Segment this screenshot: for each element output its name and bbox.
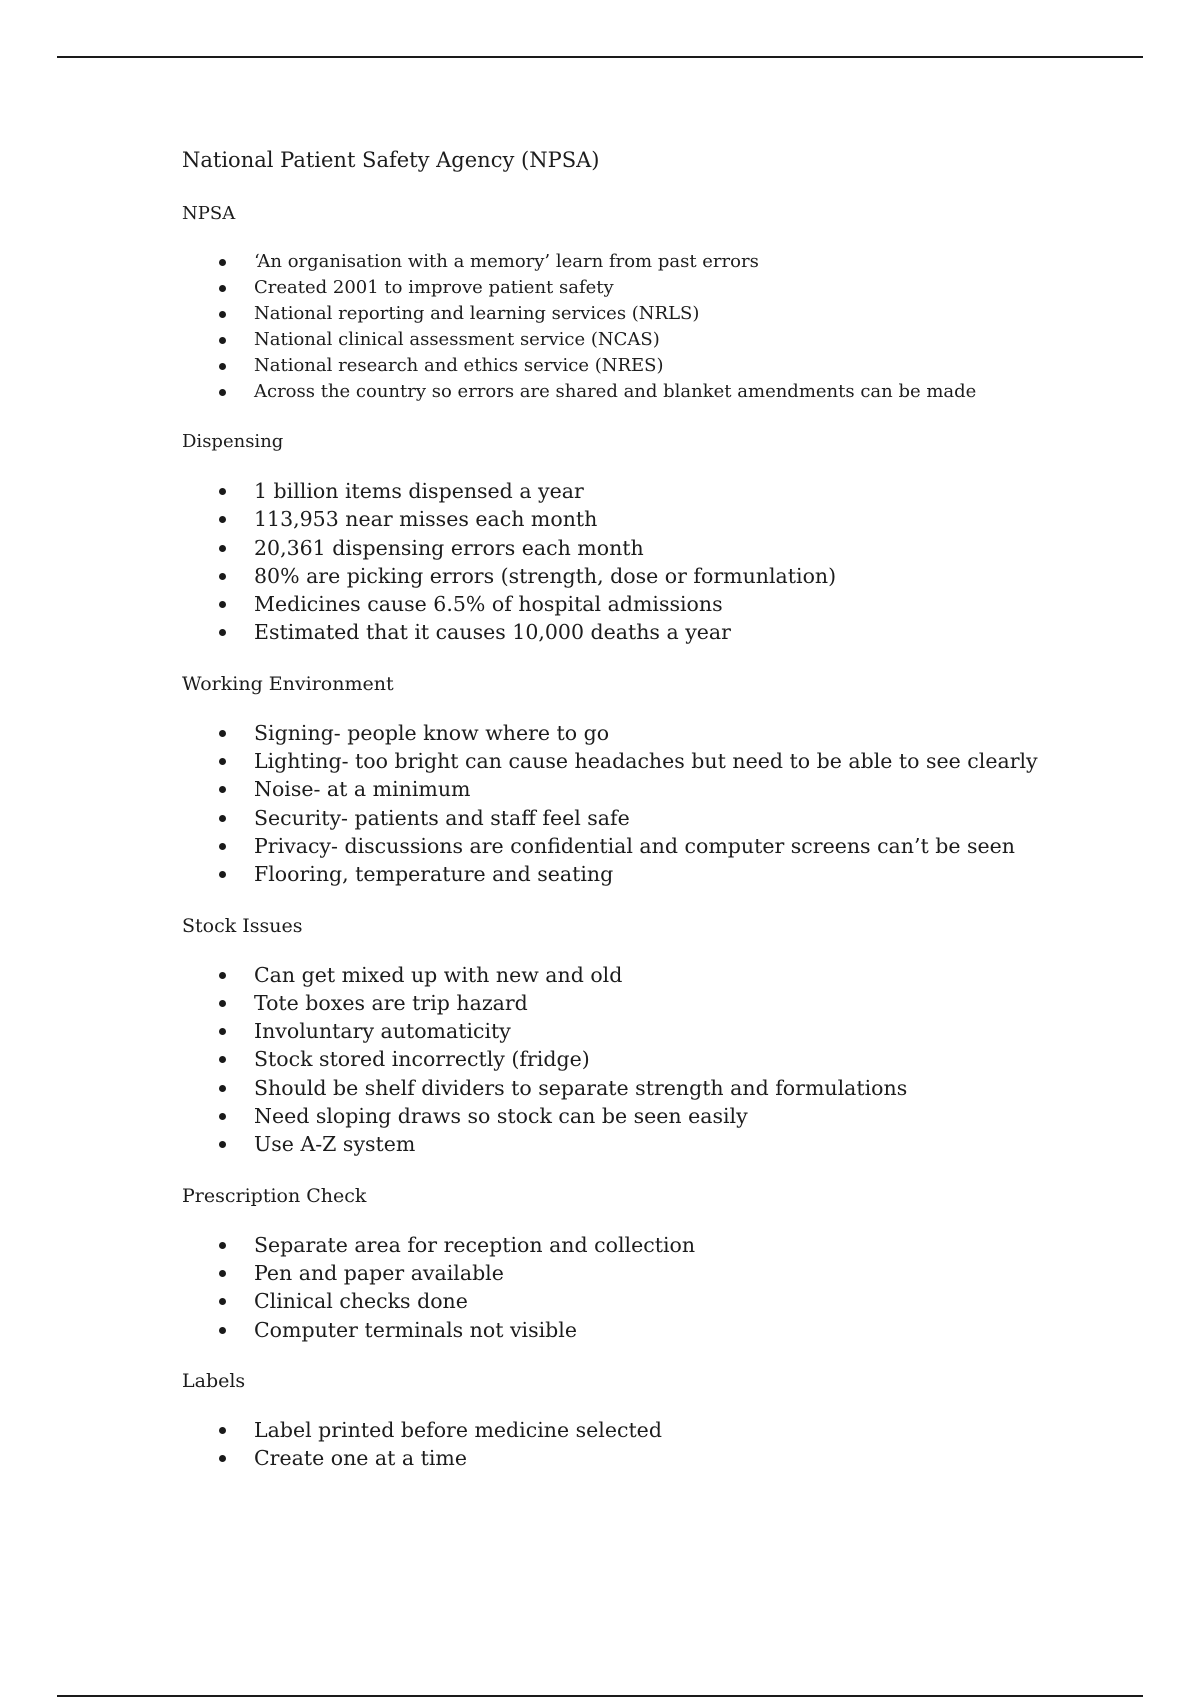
document-title: National Patient Safety Agency (NPSA) [182, 148, 600, 172]
section-prescription-check [182, 1183, 1082, 1344]
section-working-environment [182, 671, 1082, 889]
header-rule [57, 56, 1143, 58]
list-item: Medicines cause 6.5% of hospital admissions [182, 590, 1082, 618]
section-heading: NPSA [182, 203, 236, 224]
list-item: National clinical assessment service (NCAS) [182, 327, 1082, 353]
list-item: Privacy- discussions are confidential and computer screens can’t be seen [182, 832, 1082, 860]
list-item: Use A-Z system [182, 1130, 1082, 1158]
list-item: Tote boxes are trip hazard [182, 989, 1082, 1017]
list-item: Can get mixed up with new and old [182, 961, 1082, 989]
list-item: National reporting and learning services (NRLS) [182, 301, 1082, 327]
bullet-list [182, 961, 1082, 1159]
section-dispensing [182, 429, 1082, 647]
list-item: Estimated that it causes 10,000 deaths a year [182, 618, 1082, 646]
section-heading: Prescription Check [182, 1184, 367, 1207]
list-item: Lighting- too bright can cause headaches but need to be able to see clearly [182, 747, 1082, 775]
section-heading: Labels [182, 1369, 246, 1392]
list-item: ‘An organisation with a memory’ learn from past errors [182, 249, 1082, 275]
bullet-list [182, 1416, 1082, 1473]
list-item: Across the country so errors are shared and blanket amendments can be made [182, 379, 1082, 405]
list-item: Involuntary automaticity [182, 1017, 1082, 1045]
footer-rule [57, 1695, 1143, 1697]
list-item: Create one at a time [182, 1444, 1082, 1472]
list-item: 113,953 near misses each month [182, 505, 1082, 533]
bullet-list [182, 1231, 1082, 1344]
list-item: Created 2001 to improve patient safety [182, 275, 1082, 301]
section-heading: Working Environment [182, 672, 394, 695]
list-item: Security- patients and staff feel safe [182, 804, 1082, 832]
document-body [182, 145, 1082, 1496]
list-item: Clinical checks done [182, 1287, 1082, 1315]
list-item: Label printed before medicine selected [182, 1416, 1082, 1444]
list-item: Separate area for reception and collection [182, 1231, 1082, 1259]
list-item: National research and ethics service (NRES) [182, 353, 1082, 379]
section-heading: Stock Issues [182, 914, 303, 937]
list-item: Signing- people know where to go [182, 719, 1082, 747]
section-heading: Dispensing [182, 431, 284, 452]
list-item: Pen and paper available [182, 1259, 1082, 1287]
bullet-list [182, 477, 1082, 647]
list-item: Should be shelf dividers to separate strength and formulations [182, 1074, 1082, 1102]
bullet-list [182, 249, 1082, 405]
list-item: 20,361 dispensing errors each month [182, 534, 1082, 562]
list-item: Need sloping draws so stock can be seen easily [182, 1102, 1082, 1130]
section-labels [182, 1368, 1082, 1473]
list-item: Flooring, temperature and seating [182, 860, 1082, 888]
list-item: 80% are picking errors (strength, dose or formunlation) [182, 562, 1082, 590]
list-item: 1 billion items dispensed a year [182, 477, 1082, 505]
list-item: Noise- at a minimum [182, 775, 1082, 803]
list-item: Stock stored incorrectly (fridge) [182, 1045, 1082, 1073]
section-npsa [182, 201, 1082, 405]
bullet-list [182, 719, 1082, 889]
section-stock-issues [182, 913, 1082, 1159]
list-item: Computer terminals not visible [182, 1316, 1082, 1344]
